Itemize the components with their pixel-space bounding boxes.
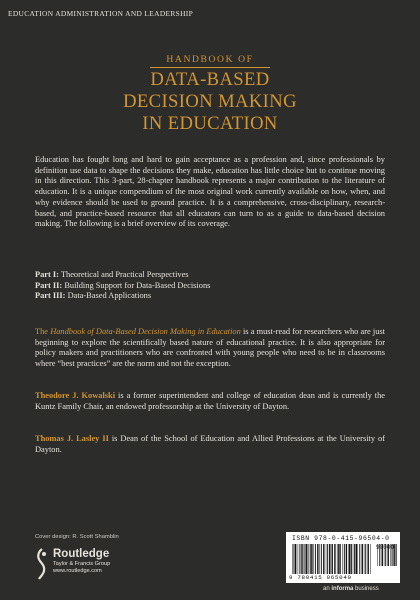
author-bio-text: is Dean of the School of Education and Allied Professions at the University of Dayton.	[35, 434, 386, 454]
title-prefix: HANDBOOK OF	[166, 54, 254, 65]
part-label: Part I:	[35, 270, 59, 279]
publisher-block	[53, 548, 110, 575]
cover-design-credit: Cover design: R. Scott Shamblin	[35, 534, 119, 540]
part-text: Building Support for Data-Based Decisions	[64, 280, 211, 290]
author-bio-text: is a former superintendent and college of education dean and is currently the Kuntz Family Chair, an endowed professorship at the University of Dayton.	[35, 391, 385, 411]
isbn-text: ISBN 978-0-415-96504-0	[292, 535, 390, 542]
title-line-1: DATA-BASED	[150, 69, 270, 90]
informa-suffix: business	[355, 586, 379, 592]
part-item	[35, 281, 210, 292]
informa-tagline	[323, 586, 379, 592]
routledge-logo-icon	[35, 548, 49, 580]
endorsement-book-title: Handbook of Data-Based Decision Making in Education	[50, 327, 241, 336]
publisher-group: Taylor & Francis Group	[53, 561, 111, 567]
series-category: EDUCATION ADMINISTRATION AND LEADERSHIP	[8, 9, 194, 18]
title-rule-top	[150, 67, 270, 68]
title-line-3: IN EDUCATION	[142, 113, 278, 134]
publisher-name: Routledge	[53, 548, 110, 560]
endorsement-paragraph	[35, 327, 385, 370]
part-label: Part III:	[35, 291, 66, 301]
part-text: Data-Based Applications	[67, 291, 152, 301]
part-item	[35, 270, 210, 281]
barcode-number: 9 780415 965040	[289, 574, 352, 581]
title-line-2: DECISION MAKING	[123, 91, 297, 112]
informa-brand: informa	[331, 586, 354, 592]
informa-prefix: an	[323, 586, 330, 592]
addon-number: 90000	[376, 544, 395, 551]
parts-list	[35, 270, 210, 302]
barcode-icon	[292, 544, 372, 574]
intro-paragraph: Education has fought long and hard to gain acceptance as a profession and, since professionals by definition use data to shape the decisions they make, education has little choice but to continue moving in this direction. This 3-part, 28-chapter handbook represents a major contribution to the literature of education. It is a unique compendium of the most original work currently available on how, when, and why evidence should be used to ground practice. It is a comprehensive, cross-disciplinary, research-based, and practice-based resource that all educators can turn to as a guide to data-based decision making. The following is a brief overview of its coverage.	[35, 155, 385, 229]
publisher-url: www.routledge.com	[53, 568, 102, 574]
part-item	[35, 291, 210, 302]
part-text: Theoretical and Practical Perspectives	[60, 270, 189, 279]
author-bio	[35, 434, 385, 455]
endorsement-lead: The	[35, 327, 49, 336]
author-name: Thomas J. Lasley II	[35, 434, 109, 443]
author-name: Theodore J. Kowalski	[35, 391, 116, 400]
part-label: Part II:	[35, 280, 63, 290]
endorsement-text: is a must-read for researchers who are just beginning to explore the scientifically based nature of educational practice. It is also appropriate for policy makers and practitioners who are confronted with young people who need to be in classrooms where “best practices” are the norm and not the exception.	[35, 327, 386, 369]
author-bio	[35, 391, 385, 412]
